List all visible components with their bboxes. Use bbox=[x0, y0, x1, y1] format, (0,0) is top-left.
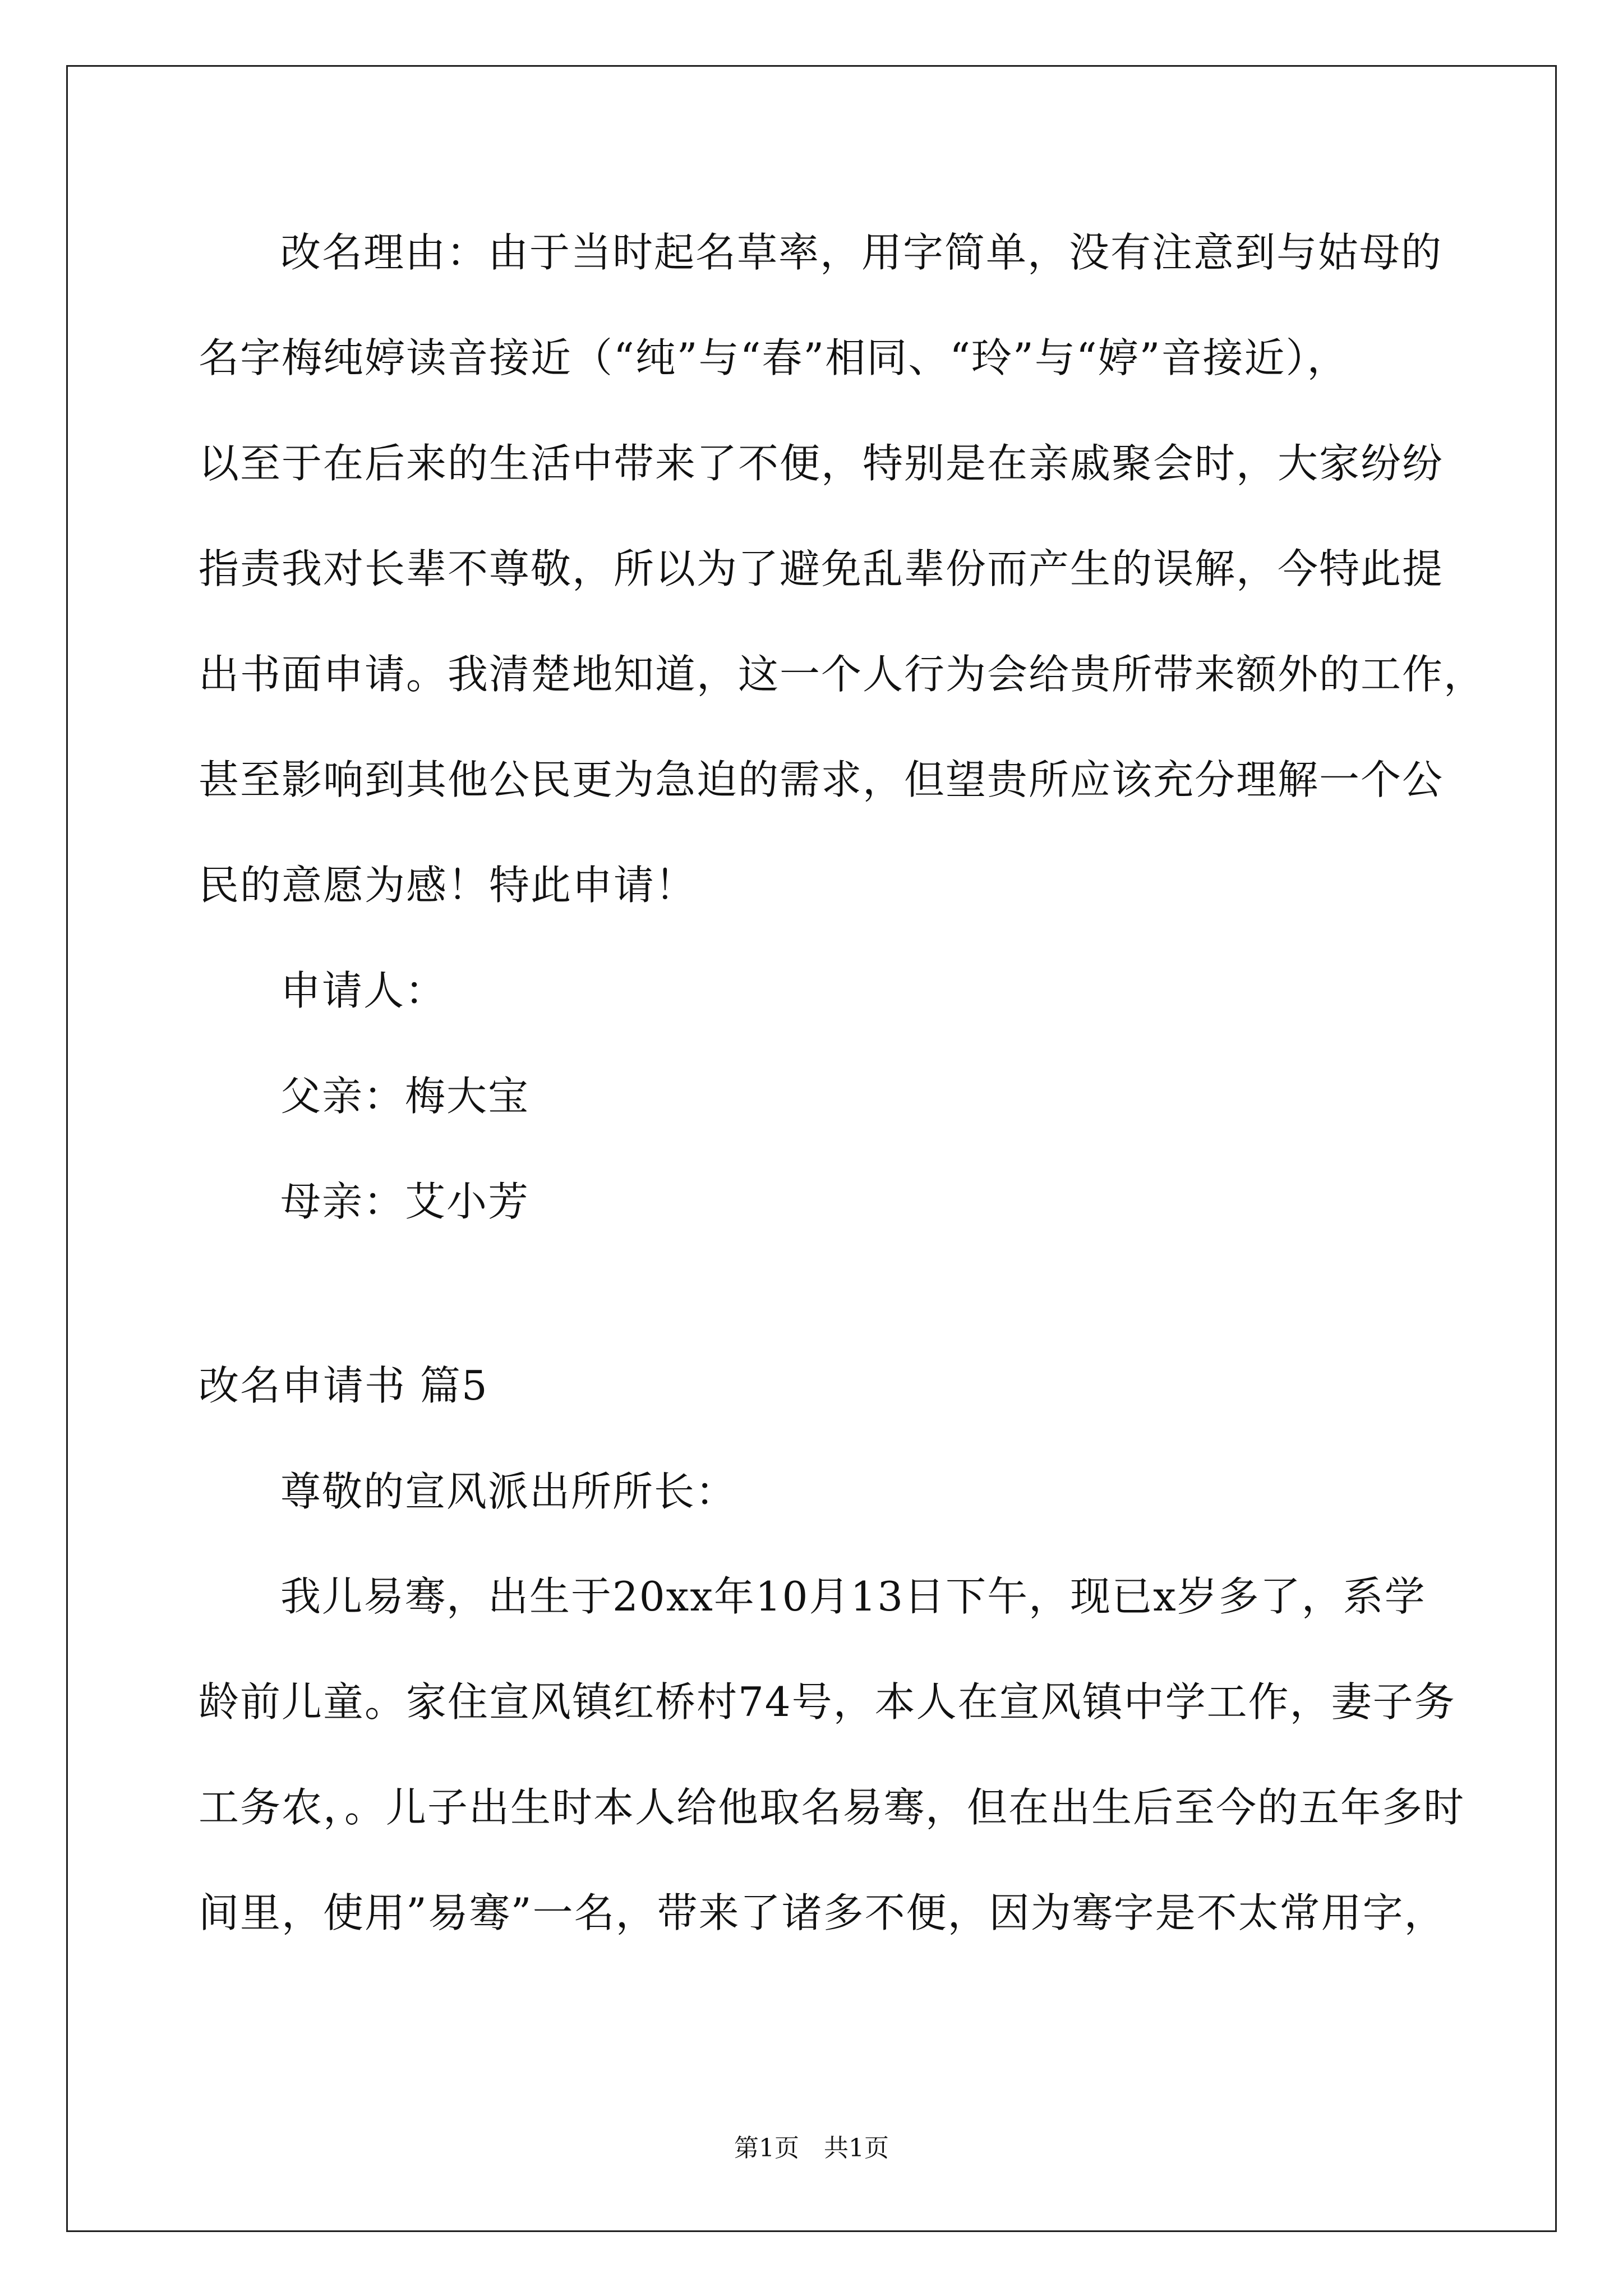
paragraph-line: 以至于在后来的生活中带来了不便，特别是在亲戚聚会时，大家纷纷 bbox=[199, 440, 1444, 487]
paragraph-line: 间里，使用”易骞”一名，带来了诸多不便，因为骞字是不太常用字， bbox=[199, 1889, 1446, 1936]
paragraph-line: 民的意愿为感！特此申请！ bbox=[199, 862, 697, 909]
page-footer: 第1页 共1页 bbox=[734, 2134, 889, 2162]
paragraph-line: 工务农，。儿子出生时本人给他取名易骞，但在出生后至今的五年多时 bbox=[199, 1784, 1465, 1831]
salutation: 尊敬的宣风派出所所长： bbox=[280, 1468, 737, 1515]
paragraph-line: 改名理由：由于当时起名草率，用字简单，没有注意到与姑母的 bbox=[280, 229, 1443, 276]
applicant-label: 申请人： bbox=[280, 967, 447, 1014]
paragraph-line: 甚至影响到其他公民更为急迫的需求，但望贵所应该充分理解一个公 bbox=[199, 756, 1444, 803]
section-title: 改名申请书 篇5 bbox=[199, 1362, 488, 1409]
paragraph-line: 我儿易骞，出生于20xx年10月13日下午，现已x岁多了，系学 bbox=[280, 1573, 1426, 1620]
paragraph-line: 出书面申请。我清楚地知道，这一个人行为会给贵所带来额外的工作， bbox=[199, 651, 1486, 698]
mother-name: 母亲：艾小芳 bbox=[280, 1178, 530, 1225]
paragraph-line: 名字梅纯婷读音接近（“纯”与“春”相同、“玲”与“婷”音接近）， bbox=[199, 334, 1349, 381]
father-name: 父亲：梅大宝 bbox=[280, 1073, 530, 1120]
paragraph-line: 指责我对长辈不尊敬，所以为了避免乱辈份而产生的误解，今特此提 bbox=[199, 545, 1444, 592]
paragraph-line: 龄前儿童。家住宣风镇红桥村74号，本人在宣风镇中学工作，妻子务 bbox=[199, 1678, 1456, 1726]
